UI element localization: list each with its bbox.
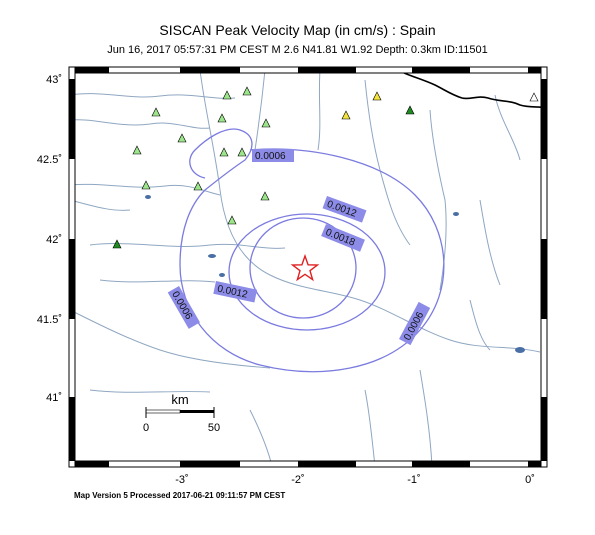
svg-text:0.0006: 0.0006 — [402, 310, 427, 343]
map-frame — [69, 67, 547, 467]
scale-start: 0 — [142, 422, 150, 434]
lat-label: 42˚ — [46, 234, 62, 246]
lon-label: -3˚ — [175, 474, 189, 486]
lon-labels — [175, 474, 535, 486]
map-title: SISCAN Peak Velocity Map (in cm/s) : Spain — [159, 22, 436, 38]
scale-end: 50 — [207, 422, 221, 434]
event-info: Jun 16, 2017 05:57:31 PM CEST M 2.6 N41.81 W1.92 Depth: 0.3km ID:11501 — [107, 44, 488, 56]
svg-text:0.0018: 0.0018 — [323, 226, 357, 249]
lon-label: 0˚ — [525, 474, 535, 486]
lat-label: 41.5˚ — [36, 314, 62, 326]
lake — [453, 212, 459, 216]
lon-label: -2˚ — [291, 474, 305, 486]
lat-label: 43˚ — [46, 74, 62, 86]
lon-label: -1˚ — [407, 474, 421, 486]
lake — [219, 273, 225, 277]
scale-title: km — [171, 392, 189, 407]
processing-info: Map Version 5 Processed 2017-06-21 09:11:57 PM CEST — [74, 491, 286, 500]
svg-text:0.0012: 0.0012 — [325, 198, 358, 220]
lake — [145, 195, 151, 199]
lat-labels — [37, 74, 62, 404]
lat-label: 41˚ — [46, 392, 62, 404]
contour-label — [252, 149, 294, 162]
lake — [515, 347, 525, 353]
svg-text:0.0006: 0.0006 — [169, 289, 195, 322]
lake — [208, 254, 216, 258]
svg-text:0.0006: 0.0006 — [255, 151, 286, 162]
lat-label: 42.5˚ — [36, 154, 62, 166]
svg-text:0.0012: 0.0012 — [216, 283, 249, 301]
